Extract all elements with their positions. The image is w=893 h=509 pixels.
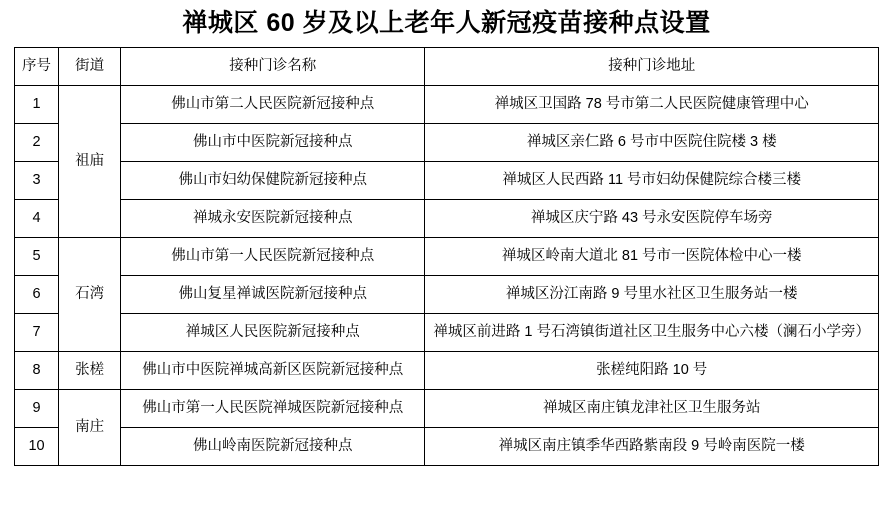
column-header-no: 序号 [15,48,59,86]
cell-no: 6 [15,276,59,314]
cell-clinic-name: 佛山市妇幼保健院新冠接种点 [121,162,425,200]
cell-no: 1 [15,86,59,124]
cell-no: 9 [15,390,59,428]
table-body [15,86,879,466]
cell-clinic-name: 佛山岭南医院新冠接种点 [121,428,425,466]
cell-street: 祖庙 [59,86,121,238]
cell-clinic-address: 张槎纯阳路 10 号 [425,352,879,390]
cell-clinic-name: 佛山市中医院新冠接种点 [121,124,425,162]
table-row [15,86,879,124]
page-title: 禅城区 60 岁及以上老年人新冠疫苗接种点设置 [182,9,711,37]
table-row [15,238,879,276]
cell-clinic-address: 禅城区南庄镇季华西路紫南段 9 号岭南医院一楼 [425,428,879,466]
cell-clinic-name: 佛山市第一人民医院禅城医院新冠接种点 [121,390,425,428]
table-row [15,124,879,162]
cell-clinic-name: 佛山市第二人民医院新冠接种点 [121,86,425,124]
cell-no: 5 [15,238,59,276]
column-header-clinic: 接种门诊名称 [121,48,425,86]
cell-street: 石湾 [59,238,121,352]
cell-clinic-address: 禅城区岭南大道北 81 号市一医院体检中心一楼 [425,238,879,276]
cell-clinic-address: 禅城区人民西路 11 号市妇幼保健院综合楼三楼 [425,162,879,200]
cell-no: 10 [15,428,59,466]
cell-no: 7 [15,314,59,352]
column-header-street: 街道 [59,48,121,86]
table-header [15,48,879,86]
table-row [15,162,879,200]
cell-no: 3 [15,162,59,200]
cell-clinic-address: 禅城区前进路 1 号石湾镇街道社区卫生服务中心六楼（澜石小学旁） [425,314,879,352]
cell-street: 南庄 [59,390,121,466]
cell-street: 张槎 [59,352,121,390]
cell-no: 4 [15,200,59,238]
cell-clinic-name: 佛山市中医院禅城高新区医院新冠接种点 [121,352,425,390]
table-row [15,390,879,428]
cell-clinic-name: 佛山复星禅诚医院新冠接种点 [121,276,425,314]
column-header-address: 接种门诊地址 [425,48,879,86]
table-row [15,352,879,390]
cell-clinic-address: 禅城区亲仁路 6 号市中医院住院楼 3 楼 [425,124,879,162]
cell-clinic-address: 禅城区庆宁路 43 号永安医院停车场旁 [425,200,879,238]
table-header-row [15,48,879,86]
cell-clinic-name: 佛山市第一人民医院新冠接种点 [121,238,425,276]
cell-clinic-address: 禅城区卫国路 78 号市第二人民医院健康管理中心 [425,86,879,124]
table-row [15,276,879,314]
table-row [15,428,879,466]
table-row [15,200,879,238]
cell-no: 2 [15,124,59,162]
cell-clinic-name: 禅城区人民医院新冠接种点 [121,314,425,352]
cell-clinic-name: 禅城永安医院新冠接种点 [121,200,425,238]
cell-clinic-address: 禅城区南庄镇龙津社区卫生服务站 [425,390,879,428]
cell-clinic-address: 禅城区汾江南路 9 号里水社区卫生服务站一楼 [425,276,879,314]
cell-no: 8 [15,352,59,390]
vaccination-sites-table [14,47,879,466]
table-row [15,314,879,352]
